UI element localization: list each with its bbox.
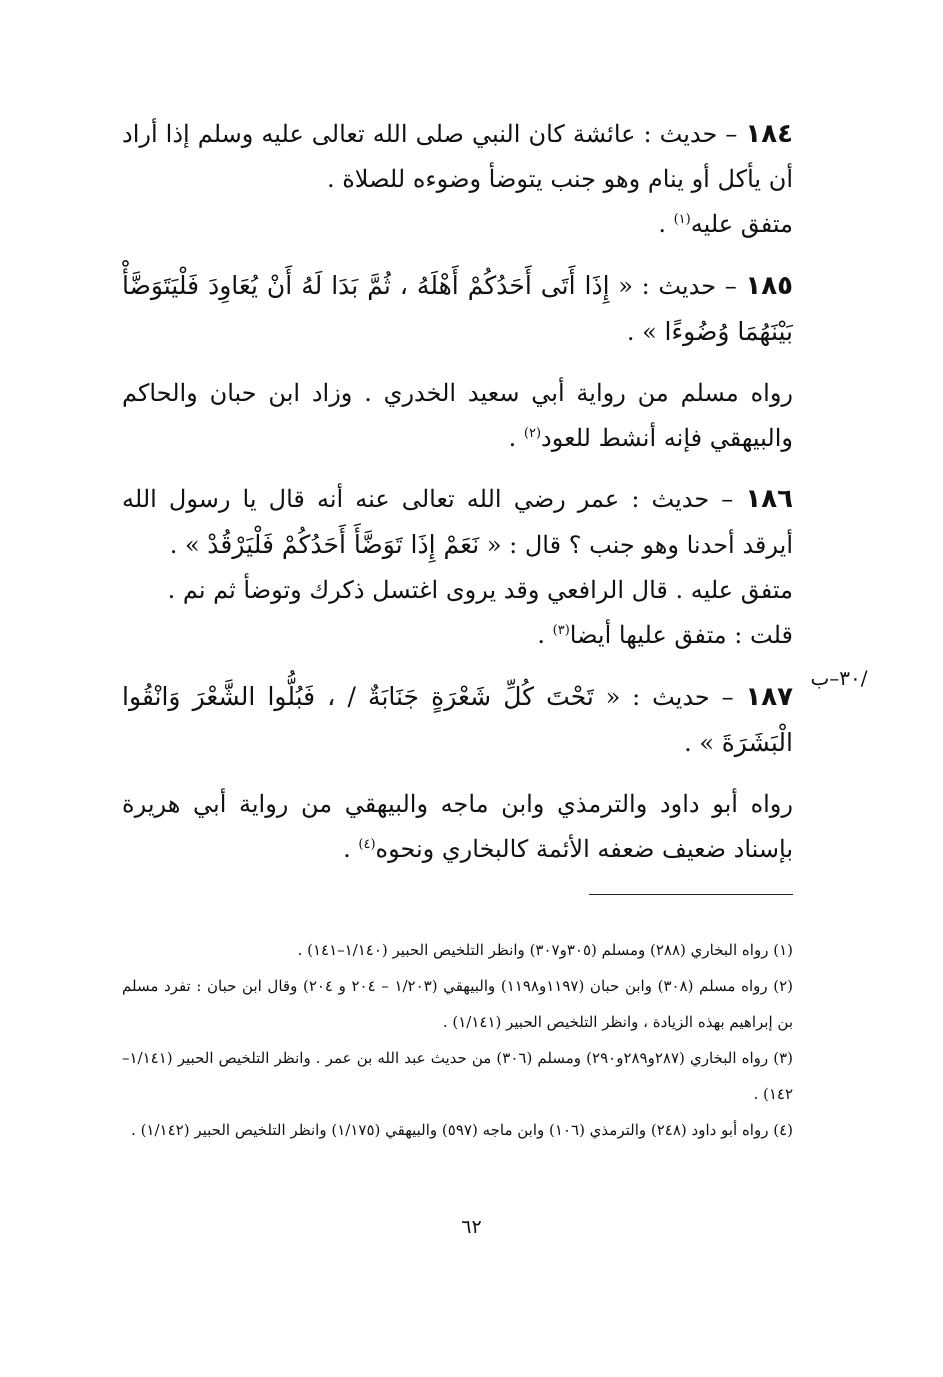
- hadith-prefix: – حديث : عمر رضي الله تعالى عنه أنه قال يا رسول الله أيرقد أحدنا وهو جنب ؟ قال : «: [122, 485, 793, 559]
- hadith-185: [122, 263, 793, 355]
- source-end: .: [343, 835, 359, 863]
- hadith-text: – حديث : عائشة كان النبي صلى الله تعالى عليه وسلم إذا أراد أن يأكل أو ينام وهو جنب يتوضأ وضوءه للصلاة .: [122, 120, 793, 193]
- footnote-divider: [589, 894, 793, 895]
- footnote-1: (١) رواه البخاري (٢٨٨) ومسلم (٣٠٥و٣٠٧) وانظر التلخيص الحبير (١/١٤٠–١٤١) .: [297, 941, 793, 959]
- hadith-185-source: [122, 371, 793, 461]
- hadith-quote: نَعَمْ إِذَا تَوَضَّأَ أَحَدُكُمْ فَلْيَرْقُدْ: [207, 530, 480, 559]
- hadith-187: [122, 674, 793, 766]
- footnote-2: (٢) رواه مسلم (٣٠٨) وابن حبان (١١٩٧و١١٩٨) والبيهقي (١/٢٠٣ – ٢٠٤ و ٢٠٤) وقال ابن حبان : تفرد مسلم بن إبراهيم بهذه الزيادة ، وانظر التلخيص الحبير (١/١٤١) .: [122, 977, 794, 1031]
- hadith-suffix: » .: [169, 531, 208, 559]
- source-text: متفق عليه . قال الرافعي وقد يروى اغتسل ذكرك وتوضأ ثم نم .: [167, 576, 793, 604]
- hadith-prefix: – حديث : «: [609, 272, 746, 300]
- footnote-ref[interactable]: (٢): [523, 426, 542, 441]
- footnote-3: (٣) رواه البخاري (٢٨٧و٢٨٩و٢٩٠) ومسلم (٣٠٦) من حديث عبد الله بن عمر . وانظر التلخيص الحبير (١/١٤١–١٤٢) .: [122, 1049, 794, 1103]
- hadith-186: [122, 477, 793, 568]
- source-end: .: [537, 621, 553, 649]
- hadith-prefix: – حديث : «: [593, 683, 746, 711]
- hadith-suffix: » .: [684, 729, 722, 757]
- footnote-4: (٤) رواه أبو داود (٢٤٨) والترمذي (١٠٦) وابن ماجه (٥٩٧) والبيهقي (١/١٧٥) وانظر التلخيص الحبير (١/١٤٢) .: [131, 1121, 793, 1139]
- hadith-184-source: [122, 202, 793, 247]
- hadith-quote: إِذَا أَتَى أَحَدُكُمْ أَهْلَهُ ، ثُمَّ بَدَا لَهُ أَنْ يُعَاوِدَ فَلْيَتَوَضَّأْ بَيْنَهُمَا وُضُوءًا: [122, 271, 793, 346]
- main-text: [122, 112, 793, 872]
- source-end: .: [658, 210, 674, 238]
- hadith-quote: تَحْتَ كُلِّ شَعْرَةٍ جَنَابَةٌ / ، فَبُلُّوا الشَّعْرَ وَانْقُوا الْبَشَرَةَ: [122, 682, 793, 757]
- hadith-184: [122, 112, 793, 202]
- hadith-suffix: » .: [626, 318, 665, 346]
- footnote-ref[interactable]: (٤): [358, 837, 376, 852]
- hadith-number: ١٨٦: [745, 484, 793, 514]
- footnotes: [122, 932, 793, 1148]
- footnote-ref[interactable]: (٣): [552, 623, 570, 638]
- hadith-number: ١٨٧: [745, 682, 794, 712]
- source-end: .: [508, 424, 524, 452]
- source-text: رواه مسلم من رواية أبي سعيد الخدري . وزاد ابن حبان والحاكم والبيهقي فإنه أنشط للعود: [122, 379, 793, 452]
- hadith-number: ١٨٤: [745, 119, 794, 149]
- source-text: متفق عليه: [690, 210, 793, 238]
- hadith-186-source-1: [122, 568, 793, 613]
- hadith-number: ١٨٥: [745, 271, 793, 301]
- footnote-ref[interactable]: (١): [673, 212, 691, 227]
- page-number: ٦٢: [461, 1216, 482, 1238]
- source-text: قلت : متفق عليها أيضا: [569, 621, 793, 649]
- source-text: رواه أبو داود والترمذي وابن ماجه والبيهقي من رواية أبي هريرة بإسناد ضعيف ضعفه الأئمة كالبخاري ونحوه: [122, 790, 793, 863]
- hadith-186-source-2: [122, 613, 793, 658]
- manuscript-folio-note: /٣٠–ب: [810, 666, 868, 690]
- hadith-187-source: [122, 782, 793, 872]
